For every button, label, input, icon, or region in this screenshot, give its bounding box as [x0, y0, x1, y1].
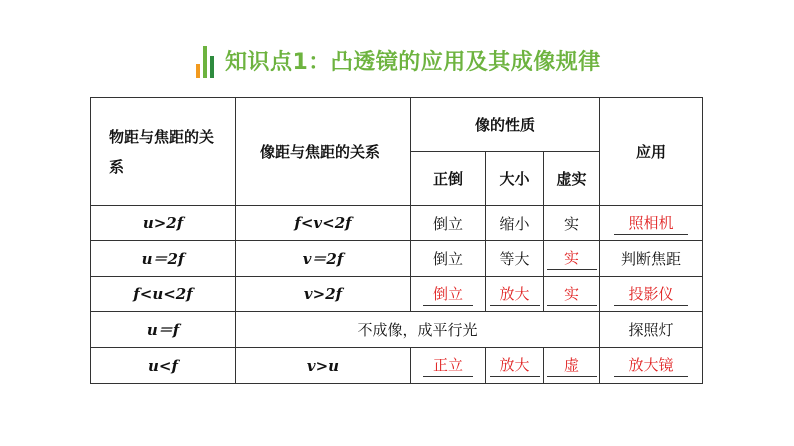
cell-application: 探照灯	[600, 312, 703, 348]
cell-real-virtual	[544, 241, 600, 277]
answer-blank: 实	[547, 283, 597, 306]
cell-object-distance: u<f	[91, 348, 236, 384]
cell-image-distance: f<v<2f	[236, 206, 411, 241]
answer-blank: 放大	[490, 354, 540, 377]
cell-size: 等大	[486, 241, 544, 277]
cell-image-distance: v＝2f	[236, 241, 411, 277]
cell-size	[486, 277, 544, 312]
cell-application	[600, 348, 703, 384]
header-image-nature: 像的性质	[411, 98, 600, 152]
cell-orientation	[411, 277, 486, 312]
cell-real-virtual	[544, 277, 600, 312]
answer-blank: 实	[547, 247, 597, 270]
cell-image-distance: v>2f	[236, 277, 411, 312]
cell-orientation: 倒立	[411, 241, 486, 277]
table-row	[91, 241, 703, 277]
cell-orientation: 倒立	[411, 206, 486, 241]
answer-blank: 放大	[490, 283, 540, 306]
lens-imaging-table	[90, 97, 703, 384]
cell-object-distance: u＝f	[91, 312, 236, 348]
cell-image-distance: v>u	[236, 348, 411, 384]
header-application: 应用	[600, 98, 703, 206]
cell-orientation	[411, 348, 486, 384]
cell-size	[486, 348, 544, 384]
cell-merged-description: 不成像，成平行光	[236, 312, 600, 348]
cell-application: 判断焦距	[600, 241, 703, 277]
header-real-virtual: 虚实	[544, 152, 600, 206]
answer-blank: 倒立	[423, 283, 473, 306]
cell-application	[600, 277, 703, 312]
answer-blank: 正立	[423, 354, 473, 377]
answer-blank: 虚	[547, 354, 597, 377]
cell-object-distance: u>2f	[91, 206, 236, 241]
table-row	[91, 277, 703, 312]
header-object-distance: 物距与焦距的关系	[91, 98, 236, 206]
page-title: 知识点1：凸透镜的应用及其成像规律	[225, 49, 601, 75]
header-orientation: 正倒	[411, 152, 486, 206]
cell-application	[600, 206, 703, 241]
cell-object-distance: f<u<2f	[91, 277, 236, 312]
cell-object-distance: u＝2f	[91, 241, 236, 277]
table-row	[91, 348, 703, 384]
header-image-distance: 像距与焦距的关系	[236, 98, 411, 206]
header-size: 大小	[486, 152, 544, 206]
answer-blank: 投影仪	[614, 283, 688, 306]
cell-real-virtual: 实	[544, 206, 600, 241]
title-area	[196, 40, 601, 80]
title-decoration-icon	[196, 42, 217, 78]
answer-blank: 放大镜	[614, 354, 688, 377]
table-row	[91, 312, 703, 348]
table-row	[91, 206, 703, 241]
cell-size: 缩小	[486, 206, 544, 241]
cell-real-virtual	[544, 348, 600, 384]
answer-blank: 照相机	[614, 212, 688, 235]
